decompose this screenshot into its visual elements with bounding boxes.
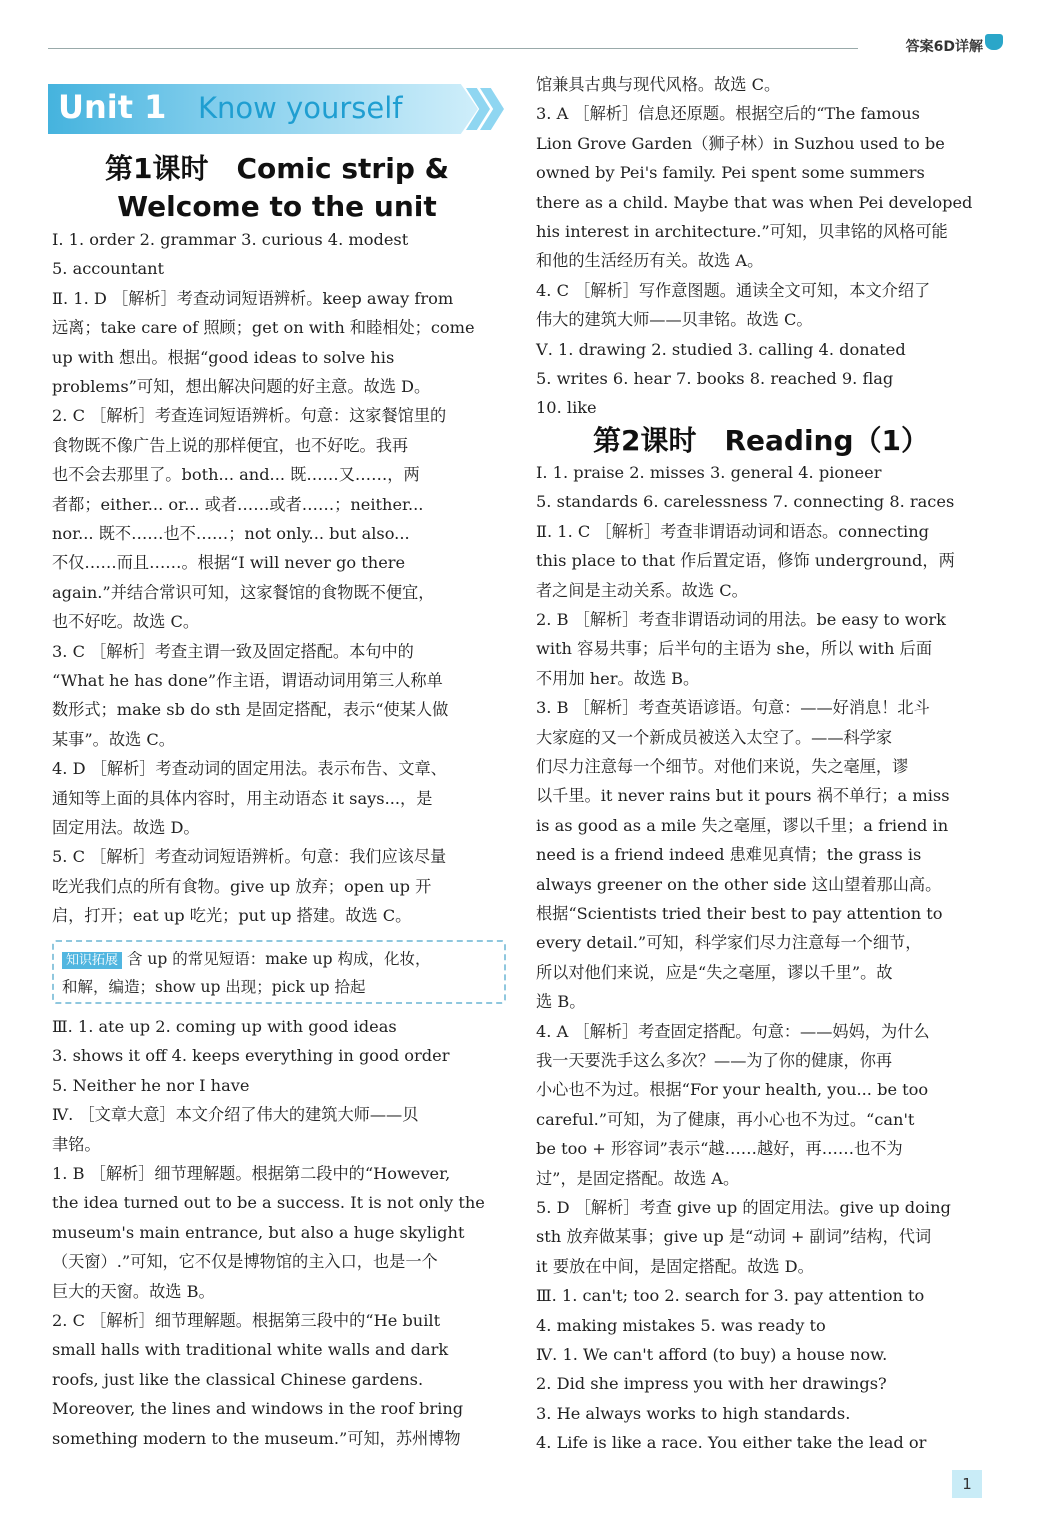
answer-line: 4. A ［解析］考查固定搭配。句意：——妈妈，为什么 [536,1021,930,1041]
knowledge-line1: 含 up 的常见短语：make up 构成，化妆， [126,950,431,968]
answer-line: 大家庭的又一个新成员被送入太空了。——科学家 [536,727,893,747]
unit-number: Unit 1 [58,88,167,126]
answer-line: 者都；either... or... 或者……或者……；neither... [52,494,424,514]
answer-line: 数形式；make sb do sth 是固定搭配，表示“使某人做 [52,700,449,720]
answer-line: 固定用法。故选 D。 [52,818,200,837]
answer-line: need is a friend indeed 患难见真情；the grass is [536,845,922,865]
answer-line: Ⅲ. 1. can't; too 2. search for 3. pay attention to [536,1286,925,1306]
answer-line: sth 放弃做某事；give up 是“动词 + 副词”结构，代词 [536,1227,932,1247]
graduation-cap-icon [985,34,1003,50]
answer-line: 所以对他们来说，应是“失之毫厘，谬以千里”。故 [536,962,893,982]
answer-line: 2. Did she impress you with her drawings? [536,1374,887,1394]
answer-line: 选 B。 [536,992,586,1012]
answer-line: Ⅲ. 1. ate up 2. coming up with good ideas [52,1017,397,1036]
answer-line: careful.”可知，为了健康，再小心也不为过。“can't [536,1109,915,1129]
answer-line: 和他的生活经历有关。故选 A。 [536,251,764,271]
answer-line: 4. D ［解析］考查动词的固定用法。表示布告、文章、 [52,759,447,779]
answer-line: 者之间是主动关系。故选 C。 [536,580,748,600]
answer-line: 4. making mistakes 5. was ready to [536,1315,826,1335]
knowledge-box [52,940,506,1004]
answer-line: 们尽力注意每一个细节。对他们来说，失之毫厘，谬 [536,757,909,776]
answer-line: 3. B ［解析］考查英语谚语。句意：——好消息！北斗 [536,698,930,718]
answer-line: something modern to the museum.”可知，苏州博物 [52,1428,461,1448]
answer-line: always greener on the other side 这山望着那山高。 [536,874,942,894]
answer-line: this place to that 作后置定语，修饰 underground，两 [536,551,955,571]
answer-line: 远离；take care of 照顾；get on with 和睦相处；come [52,318,475,338]
answer-line: 4. Life is like a race. You either take the lead or [536,1433,927,1453]
answer-line: Ⅳ. ［文章大意］本文介绍了伟大的建筑大师——贝 [52,1105,419,1125]
knowledge-label: 知识拓展 [62,952,122,969]
answer-line: 不用加 her。故选 B。 [536,668,700,688]
answer-line: 根据“Scientists tried their best to pay attention to [536,904,943,923]
answer-line: roofs, just like the classical Chinese gardens. [52,1369,424,1389]
answer-line: his interest in architecture.”可知，贝聿铭的风格可能 [536,222,948,241]
header-tag: 答案6D详解 [905,39,983,55]
answer-line: 过”，是固定搭配。故选 A。 [536,1168,740,1188]
answer-line: Ⅰ. 1. order 2. grammar 3. curious 4. modest [52,230,409,249]
answer-line: 1. B ［解析］细节理解题。根据第二段中的“However, [52,1164,451,1183]
answer-line: （天窗）.”可知，它不仅是博物馆的主入口，也是一个 [52,1252,438,1272]
answer-line: it 要放在中间，是固定搭配。故选 D。 [536,1256,814,1276]
answer-line: 我一天要洗手这么多次？——为了你的健康，你再 [536,1051,893,1070]
answer-line: 4. C ［解析］写作意图题。通读全文可知，本文介绍了 [536,280,931,300]
answer-line: 巨大的天窗。故选 B。 [52,1281,215,1301]
answer-line: 不仅……而且……。根据“I will never go there [52,553,406,573]
knowledge-line2: 和解，编造；show up 出现；pick up 拾起 [62,978,366,996]
answer-line: is as good as a mile 失之毫厘，谬以千里；a friend in [536,815,949,835]
answer-line: 2. C ［解析］考查连词短语辨析。句意：这家餐馆里的 [52,406,447,426]
answer-line: owned by Pei's family. Pei spent some summers [536,163,925,183]
answer-line: 吃光我们点的所有食物。give up 放弃；open up 开 [52,876,432,896]
answer-line: Ⅰ. 1. praise 2. misses 3. general 4. pioneer [536,463,882,482]
answer-line: 食物既不像广告上说的那样便宜，也不好吃。我再 [52,435,409,455]
answer-line: 聿铭。 [52,1134,101,1154]
answer-line: 3. A ［解析］信息还原题。根据空后的“The famous [536,104,920,124]
answer-line: again.”并结合常识可知，这家餐馆的食物既不便宜， [52,582,435,602]
answer-line: 2. B ［解析］考查非谓语动词的用法。be easy to work [536,610,946,629]
answer-line: 5. accountant [52,259,165,279]
lesson2-title: 第2课时 Reading（1） [592,424,930,457]
answer-line: Ⅳ. 1. We can't afford (to buy) a house now. [536,1345,888,1364]
lesson1-title-line2: Welcome to the unit [117,190,437,223]
answer-line: Moreover, the lines and windows in the roof bring [52,1399,464,1419]
answer-line: 3. shows it off 4. keeps everything in good order [52,1046,450,1066]
answer-line: 伟大的建筑大师——贝聿铭。故选 C。 [536,310,813,330]
unit-banner [48,84,500,134]
answer-line: 3. He always works to high standards. [536,1403,851,1423]
answer-line: nor... 既不……也不……；not only... but also... [52,524,410,543]
answer-line: 5. D ［解析］考查 give up 的固定用法。give up doing [536,1198,951,1217]
answer-line: there as a child. Maybe that was when Pei developed [536,192,973,212]
answer-line: Lion Grove Garden（狮子林）in Suzhou used to be [536,133,945,153]
answer-line: 通知等上面的具体内容时，用主动语态 it says...，是 [52,788,433,808]
unit-title: Know yourself [198,91,403,125]
answer-line: 5. writes 6. hear 7. books 8. reached 9. flag [536,369,894,388]
answer-line: small halls with traditional white walls and dark [52,1340,449,1360]
answer-line: 5. Neither he nor I have [52,1075,250,1095]
answer-line: the idea turned out to be a success. It is not only the [52,1193,485,1213]
answer-line: 10. like [536,398,597,418]
answer-line: 馆兼具古典与现代风格。故选 C。 [536,75,781,94]
answer-line: 也不好吃。故选 C。 [52,612,200,632]
answer-line: 小心也不为过。根据“For your health, you... be too [536,1080,929,1100]
answer-line: problems”可知，想出解决问题的好主意。故选 D。 [52,377,431,396]
answer-line: up with 想出。根据“good ideas to solve his [52,347,395,367]
answer-line: 5. C ［解析］考查动词短语辨析。句意：我们应该尽量 [52,847,447,867]
answer-line: 3. C ［解析］考查主谓一致及固定搭配。本句中的 [52,641,414,661]
answer-line: 5. standards 6. carelessness 7. connecting 8. races [536,492,955,512]
lesson1-title-line1: 第1课时 Comic strip & [104,152,450,185]
page-number: 1 [952,1470,982,1498]
answer-line: be too + 形容词”表示“越……越好，再……也不为 [536,1139,903,1159]
answer-line: every detail.”可知，科学家们尽力注意每一个细节， [536,933,922,953]
answer-line: 2. C ［解析］细节理解题。根据第三段中的“He built [52,1311,441,1330]
header-rule [48,48,858,49]
answer-line: Ⅱ. 1. C ［解析］考查非谓语动词和语态。connecting [536,521,930,541]
answer-line: 也不会去那里了。both... and... 既……又……，两 [52,465,420,485]
answer-line: “What he has done”作主语，谓语动词用第三人称单 [52,671,443,690]
answer-line: 某事”。故选 C。 [52,729,175,749]
answer-line: Ⅱ. 1. D ［解析］考查动词短语辨析。keep away from [52,288,454,308]
answer-line: Ⅴ. 1. drawing 2. studied 3. calling 4. donated [536,339,906,359]
answer-line: 启，打开；eat up 吃光；put up 搭建。故选 C。 [52,906,412,926]
answer-line: museum's main entrance, but also a huge skylight [52,1222,465,1242]
answer-line: 以千里。it never rains but it pours 祸不单行；a miss [536,786,950,806]
answer-line: with 容易共事；后半句的主语为 she，所以 with 后面 [536,639,933,659]
